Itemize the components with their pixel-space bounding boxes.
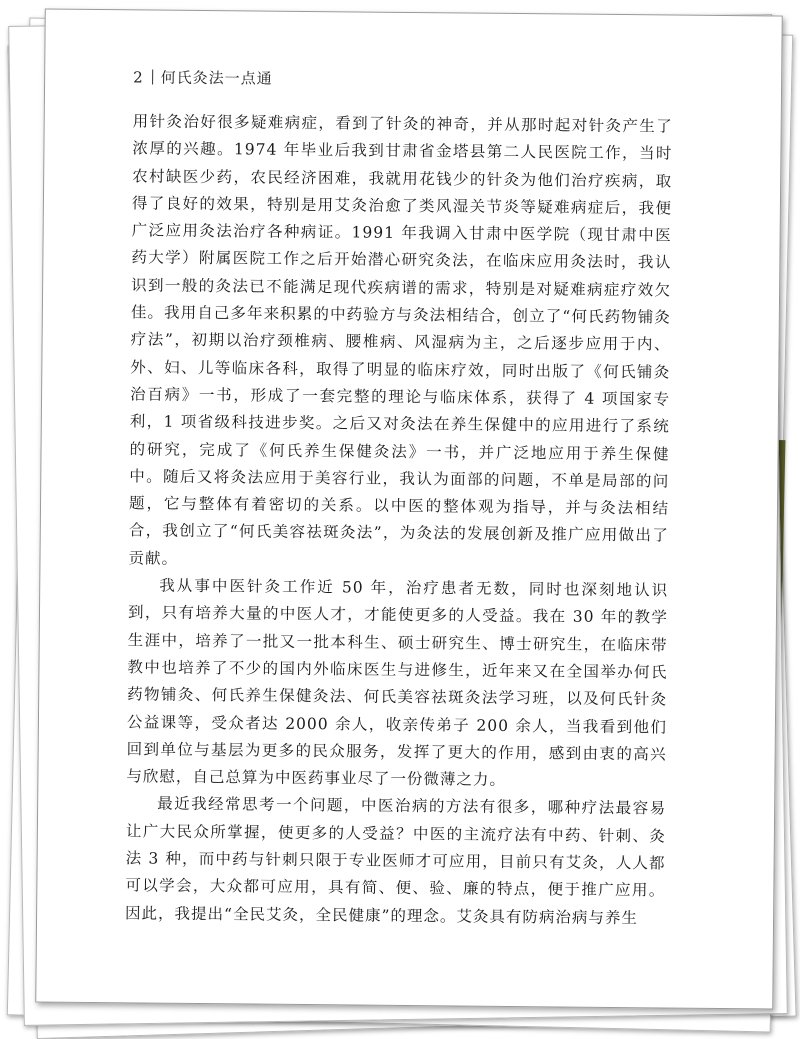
page-number: 2: [133, 67, 144, 86]
paragraph: 用针灸治好很多疑难病症，看到了针灸的神奇，并从那时起对针灸产生了浓厚的兴趣。1974 年毕业后我到甘肃省金塔县第二人民医院工作，当时农村缺医少药，农民经济困难，我就用花钱少的针灸为他们治疗疾病，取得了良好的效果，特别是用艾灸治愈了类风湿关节炎等疑难病症后，我便广泛应用灸法治疗各种病证。1991 年我调入甘肃中医学院（现甘肃中医药大学）附属医院工作之后开始潜心研究灸法，在临床应用灸法时，我认识到一般的灸法已不能满足现代疾病谱的需求，特别是对疑难病症疗效欠佳。我用自己多年来积累的中药验方与灸法相结合，创立了“何氏药物铺灸疗法”，初期以治疗颈椎病、腰椎病、风湿病为主，之后逐步应用于内、外、妇、儿等临床各科，取得了明显的临床疗效，同时出版了《何氏铺灸治百病》一书，形成了一套完整的理论与临床体系，获得了 4 项国家专利，1 项省级科技进步奖。之后又对灸法在养生保健中的应用进行了系统的研究，完成了《何氏养生保健灸法》一书，并广泛地应用于养生保健中。随后又将灸法应用于美容行业，我认为面部的问题，不单是局部的问题，它与整体有着密切的关系。以中医的整体观为指导，并与灸法相结合，我创立了“何氏美容祛斑灸法”，为灸法的发展创新及推广应用做出了贡献。: [128, 112, 673, 568]
header-divider: [152, 70, 153, 85]
book-page: [35, 8, 783, 1009]
book-title: 何氏灸法一点通: [160, 68, 273, 88]
body-text: [125, 108, 673, 932]
paragraph: 我从事中医针灸工作近 50 年，治疗患者无数，同时也深刻地认识到，只有培养大量的中医人才，才能使更多的人受益。我在 30 年的教学生涯中，培养了一批又一批本科生、硕士研究生、博士研究生，在临床带教中也培养了不少的国内外临床医生与进修生，近年来又在全国举办何氏药物铺灸、何氏养生保健灸法、何氏美容祛斑灸法学习班，以及何氏针灸公益课等，受众者达 2000 余人，收亲传弟子 200 余人，当我看到他们回到单位与基层为更多的民众服务，发挥了更大的作用，感到由衷的高兴与欣慰，自己总算为中医药事业尽了一份微薄之力。: [126, 576, 669, 790]
paragraph: 最近我经常思考一个问题，中医治病的方法有很多，哪种疗法最容易让广大民众所掌握，使更多的人受益？中医的主流疗法有中药、针刺、灸法 3 种，而中药与针刺只限于专业医师才可应用，目前只有艾灸，人人都可以学会，大众都可应用，具有简、便、验、廉的特点，便于推广应用。因此，我提出“全民艾灸，全民健康”的理念。艾灸具有防病治病与养生: [125, 795, 667, 927]
running-head: [133, 66, 273, 88]
